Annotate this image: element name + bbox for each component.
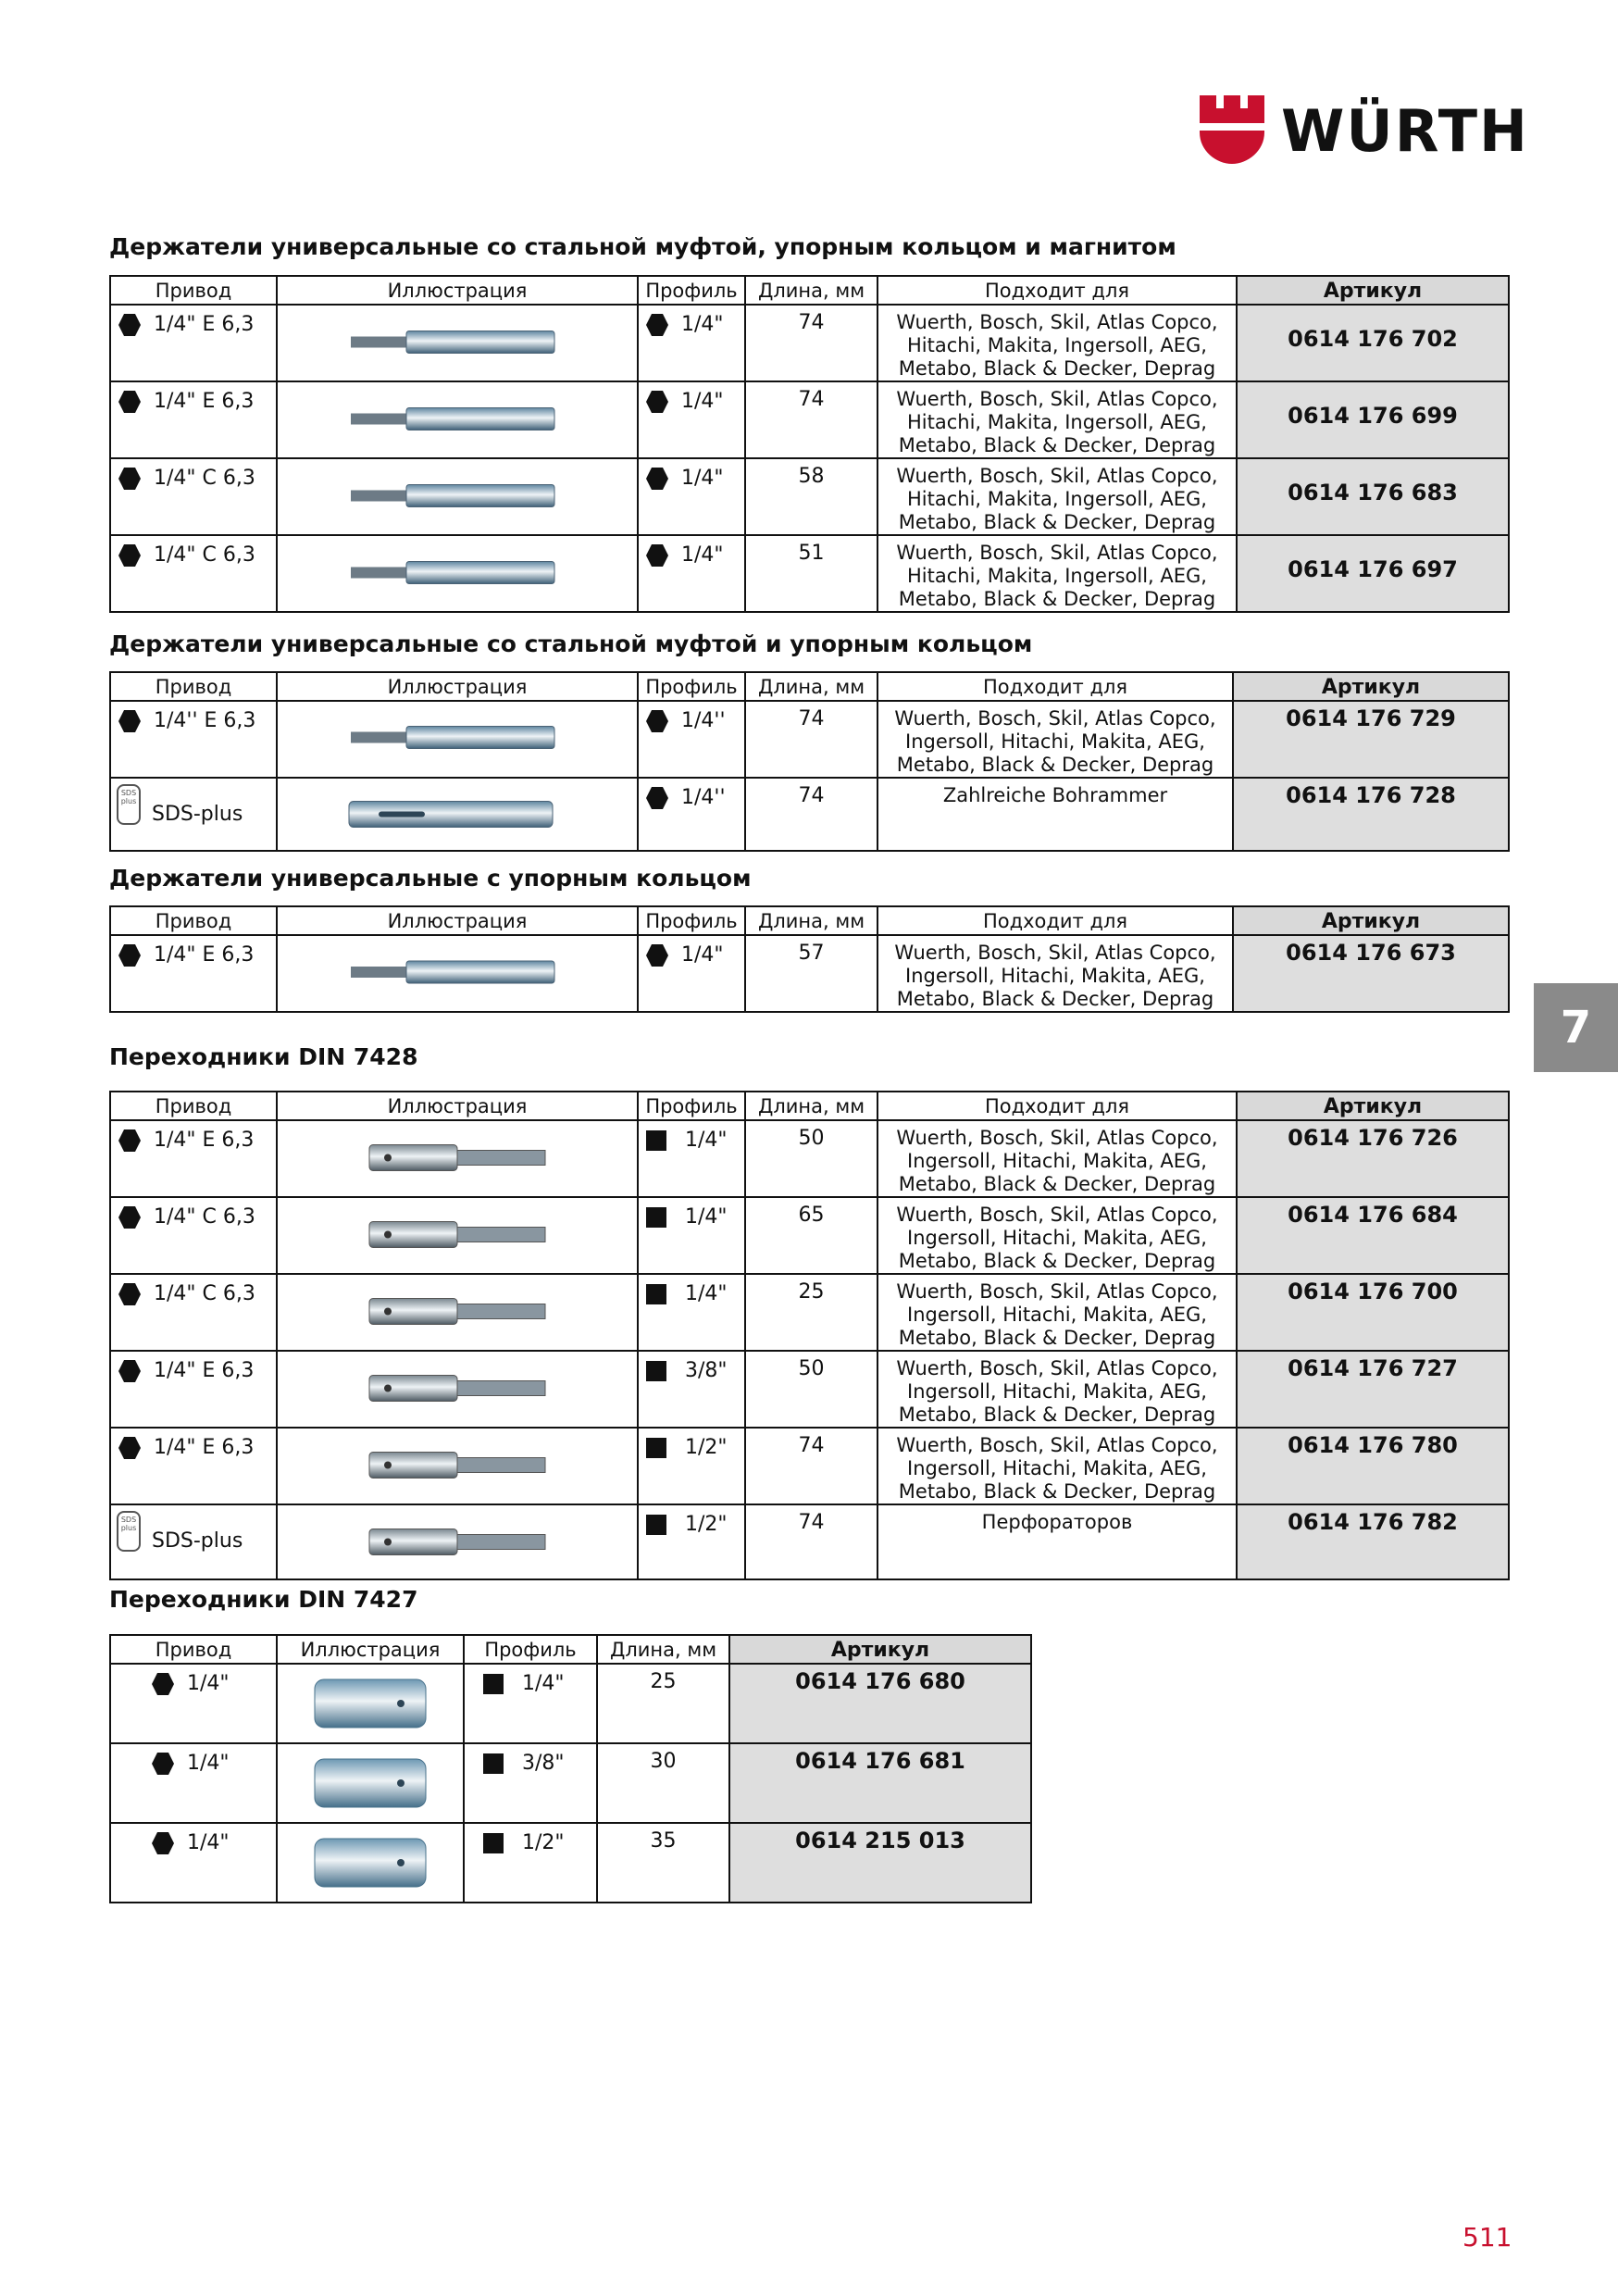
table-row [110,458,1509,535]
profile-label: 1/2" [685,1513,728,1536]
drive-label: 1/4" E 6,3 [154,1436,255,1459]
table-row [110,1351,1509,1428]
profile-cell [639,1121,744,1152]
length-cell: 57 [745,935,877,1012]
drive-label: 1/4" E 6,3 [154,1129,255,1152]
fits-line: Wuerth, Bosch, Skil, Atlas Copco, [896,311,1218,333]
article-number[interactable]: 0614 176 727 [1237,1351,1509,1428]
profile-cell [639,536,744,567]
profile-label: 1/4" [681,313,724,336]
fits-line: Hitachi, Makita, Ingersoll, AEG, [907,488,1207,510]
profile-label: 3/8" [685,1359,728,1382]
article-number[interactable]: 0614 176 673 [1233,935,1509,1012]
article-number[interactable]: 0614 176 683 [1237,458,1509,535]
profile-cell [639,1505,744,1536]
drive-label: 1/4" E 6,3 [154,390,255,413]
profile-label: 1/4" [685,1129,728,1152]
tool-illustration [301,1666,440,1741]
table-row [110,1197,1509,1274]
profile-label: 1/4'' [681,709,726,732]
hex-drive-icon [118,468,141,490]
table-row [110,1274,1509,1351]
section-title: Держатели универсальные со стальной муфтой, упорным кольцом и магнитом [109,233,1176,260]
fits-cell [877,535,1237,612]
hex-drive-icon [118,391,141,413]
table-row [110,1504,1509,1579]
length-cell: 30 [597,1743,729,1823]
table-row [110,305,1509,381]
fits-line: Zahlreiche Bohrammer [942,784,1168,806]
fits-line: Wuerth, Bosch, Skil, Atlas Copco, [896,542,1218,564]
tool-illustration [342,464,573,528]
tool-illustration [342,1279,573,1343]
hex-profile-icon [646,468,668,490]
col-header-drive: Привод [110,276,277,305]
profile-cell [639,936,744,967]
product-table [109,275,1510,613]
profile-label: 1/4" [522,1672,565,1695]
length-cell: 50 [745,1351,877,1428]
col-header-illustration: Иллюстрация [277,1635,464,1664]
length-cell: 74 [745,778,877,851]
hex-profile-icon [646,314,668,336]
fits-line: Metabo, Black & Decker, Deprag [898,434,1216,456]
col-header-profile: Профиль [638,1092,745,1120]
hex-drive-icon [118,544,141,567]
tool-illustration [342,310,573,374]
fits-line: Wuerth, Bosch, Skil, Atlas Copco, [896,1204,1218,1226]
hex-drive-icon [118,710,141,732]
col-header-drive: Привод [110,1092,277,1120]
chapter-tab[interactable]: 7 [1534,983,1618,1072]
length-cell: 35 [597,1823,729,1903]
profile-label: 1/2" [685,1436,728,1459]
drive-label: 1/4'' E 6,3 [154,709,256,732]
hex-drive-icon [118,1206,141,1229]
product-table [109,1091,1510,1580]
tool-illustration [342,387,573,451]
table-row [110,1743,1031,1823]
table-row [110,701,1509,778]
fits-cell [877,701,1233,778]
fits-line: Metabo, Black & Decker, Deprag [898,588,1216,610]
square-profile-icon [646,1284,666,1304]
square-profile-icon [646,1438,666,1458]
tool-illustration [342,1356,573,1420]
fits-line: Ingersoll, Hitachi, Makita, AEG, [907,1457,1207,1479]
fits-cell [877,1504,1237,1579]
hex-drive-icon [118,1129,141,1152]
wurth-logo [1200,95,1529,169]
fits-line: Wuerth, Bosch, Skil, Atlas Copco, [896,388,1218,410]
tool-illustration [301,1746,440,1820]
col-header-illustration: Иллюстрация [277,1092,638,1120]
square-profile-icon [483,1753,504,1774]
length-cell: 74 [745,1504,877,1579]
tool-illustration [342,706,573,768]
drive-label: 1/4" E 6,3 [154,943,255,967]
col-header-length: Длина, мм [745,1092,877,1120]
length-cell: 25 [745,1274,877,1351]
fits-line: Hitachi, Makita, Ingersoll, AEG, [907,565,1207,587]
product-table [109,1634,1032,1903]
sds-plus-icon: SDS plus [117,784,141,825]
col-header-drive: Привод [110,906,277,935]
tool-illustration [342,941,573,1004]
col-header-illustration: Иллюстрация [277,906,638,935]
col-header-drive: Привод [110,1635,277,1664]
length-cell: 58 [745,458,877,535]
hex-profile-icon [646,944,668,967]
sds-plus-icon: SDS plus [117,1511,141,1552]
tool-illustration [301,1826,440,1900]
col-header-fits: Подходит для [877,906,1233,935]
drive-label: 1/4" C 6,3 [154,1205,255,1229]
article-number[interactable]: 0614 176 726 [1237,1120,1509,1197]
square-profile-icon [483,1674,504,1694]
profile-cell [639,702,744,732]
col-header-article: Артикул [1233,906,1509,935]
col-header-article: Артикул [1237,276,1509,305]
fits-line: Ingersoll, Hitachi, Makita, AEG, [907,1227,1207,1249]
article-number[interactable]: 0614 176 702 [1237,305,1509,381]
profile-cell [639,382,744,413]
drive-cell [111,1665,276,1695]
fits-line: Wuerth, Bosch, Skil, Atlas Copco, [896,1280,1218,1303]
profile-cell [639,306,744,336]
fits-cell [877,1274,1237,1351]
fits-line: Wuerth, Bosch, Skil, Atlas Copco, [896,465,1218,487]
article-number[interactable]: 0614 176 680 [729,1664,1031,1743]
profile-label: 1/4'' [681,786,726,809]
col-header-fits: Подходит для [877,276,1237,305]
profile-cell [639,1275,744,1305]
fits-cell [877,305,1237,381]
hex-profile-icon [646,544,668,567]
profile-cell [465,1824,596,1854]
hex-drive-icon [118,1360,141,1382]
length-cell: 74 [745,305,877,381]
drive-cell [111,936,276,967]
product-table [109,671,1510,852]
square-profile-icon [483,1833,504,1853]
product-table [109,905,1510,1013]
section-title: Переходники DIN 7428 [109,1043,418,1070]
profile-label: 1/4" [681,390,724,413]
profile-label: 1/4" [685,1282,728,1305]
square-profile-icon [646,1130,666,1151]
table-row [110,1120,1509,1197]
table-row [110,381,1509,458]
profile-cell [639,779,744,809]
drive-cell [111,1824,276,1854]
col-header-illustration: Иллюстрация [277,672,638,701]
fits-cell [877,1120,1237,1197]
col-header-profile: Профиль [638,276,745,305]
hex-profile-icon [646,391,668,413]
col-header-article: Артикул [1233,672,1509,701]
fits-cell [877,458,1237,535]
col-header-profile: Профиль [638,906,745,935]
brand-name: WÜRTH [1281,97,1529,165]
hex-drive-icon [118,1437,141,1459]
col-header-length: Длина, мм [745,276,877,305]
length-cell: 51 [745,535,877,612]
table-row [110,1428,1509,1504]
section-title: Держатели универсальные со стальной муфтой и упорным кольцом [109,630,1033,657]
col-header-fits: Подходит для [877,1092,1237,1120]
fits-line: Metabo, Black & Decker, Deprag [898,1327,1216,1349]
profile-label: 1/4" [681,943,724,967]
col-header-illustration: Иллюстрация [277,276,638,305]
profile-cell [465,1665,596,1695]
length-cell: 74 [745,381,877,458]
fits-line: Metabo, Black & Decker, Deprag [898,1173,1216,1195]
col-header-profile: Профиль [638,672,745,701]
square-profile-icon [646,1207,666,1228]
fits-line: Wuerth, Bosch, Skil, Atlas Copco, [896,1434,1218,1456]
length-cell: 74 [745,1428,877,1504]
fits-line: Ingersoll, Hitachi, Makita, AEG, [907,1150,1207,1172]
drive-label: 1/4" [187,1672,230,1695]
drive-cell [111,1198,276,1229]
drive-cell [111,306,276,336]
hex-drive-icon [118,944,141,967]
fits-line: Metabo, Black & Decker, Deprag [896,988,1214,1010]
square-profile-icon [646,1361,666,1381]
tool-illustration [342,1126,573,1190]
col-header-article: Артикул [729,1635,1031,1664]
hex-drive-icon [152,1832,174,1854]
fits-line: Metabo, Black & Decker, Deprag [898,357,1216,380]
fits-cell [877,381,1237,458]
drive-cell [111,536,276,567]
length-cell: 50 [745,1120,877,1197]
profile-cell [465,1744,596,1775]
tool-illustration [342,1510,573,1574]
fits-cell [877,1428,1237,1504]
profile-label: 1/4" [681,467,724,490]
fits-line: Ingersoll, Hitachi, Makita, AEG, [907,1304,1207,1326]
hex-profile-icon [646,710,668,732]
article-number[interactable]: 0614 176 782 [1237,1504,1509,1579]
drive-cell [111,702,276,732]
drive-cell [111,1275,276,1305]
page-number: 511 [1462,2222,1512,2252]
hex-profile-icon [646,787,668,809]
fits-line: Hitachi, Makita, Ingersoll, AEG, [907,334,1207,356]
profile-label: 3/8" [522,1752,565,1775]
col-header-length: Длина, мм [597,1635,729,1664]
col-header-fits: Подходит для [877,672,1233,701]
col-header-length: Длина, мм [745,906,877,935]
col-header-length: Длина, мм [745,672,877,701]
article-number[interactable]: 0614 176 780 [1237,1428,1509,1504]
length-cell: 65 [745,1197,877,1274]
fits-line: Wuerth, Bosch, Skil, Atlas Copco, [894,707,1216,730]
profile-label: 1/2" [522,1831,565,1854]
fits-cell [877,778,1233,851]
article-number[interactable]: 0614 176 681 [729,1743,1031,1823]
article-number[interactable]: 0614 176 699 [1237,381,1509,458]
tool-illustration [342,541,573,605]
drive-cell [111,1352,276,1382]
profile-label: 1/4" [685,1205,728,1229]
article-number[interactable]: 0614 176 697 [1237,535,1509,612]
fits-line: Hitachi, Makita, Ingersoll, AEG, [907,411,1207,433]
drive-cell [111,1429,276,1459]
drive-cell [111,1744,276,1775]
col-header-article: Артикул [1237,1092,1509,1120]
profile-cell [639,1352,744,1382]
square-profile-icon [646,1515,666,1535]
fits-cell [877,1351,1237,1428]
length-cell: 74 [745,701,877,778]
profile-cell [639,1198,744,1229]
hex-drive-icon [152,1753,174,1775]
table-row [110,1664,1031,1743]
tool-illustration [342,1203,573,1267]
drive-label: 1/4" C 6,3 [154,543,255,567]
fits-line: Ingersoll, Hitachi, Makita, AEG, [905,730,1205,753]
profile-cell [639,1429,744,1459]
fits-line: Wuerth, Bosch, Skil, Atlas Copco, [896,1127,1218,1149]
drive-cell [111,459,276,490]
tool-illustration [342,1433,573,1497]
article-number[interactable]: 0614 215 013 [729,1823,1031,1903]
table-row [110,935,1509,1012]
fits-line: Wuerth, Bosch, Skil, Atlas Copco, [896,1357,1218,1379]
section-title: Переходники DIN 7427 [109,1586,418,1613]
col-header-drive: Привод [110,672,277,701]
profile-label: 1/4" [681,543,724,567]
profile-cell [639,459,744,490]
fits-line: Перфораторов [981,1511,1133,1533]
drive-label: 1/4" E 6,3 [154,1359,255,1382]
length-cell: 25 [597,1664,729,1743]
fits-line: Wuerth, Bosch, Skil, Atlas Copco, [894,942,1216,964]
fits-line: Metabo, Black & Decker, Deprag [898,1404,1216,1426]
fits-line: Metabo, Black & Decker, Deprag [896,754,1214,776]
col-header-profile: Профиль [464,1635,597,1664]
drive-cell [111,1121,276,1152]
drive-label: SDS-plus [152,1529,243,1553]
drive-label: 1/4" C 6,3 [154,1282,255,1305]
article-number[interactable]: 0614 176 728 [1233,778,1509,851]
drive-label: 1/4" E 6,3 [154,313,255,336]
fits-line: Ingersoll, Hitachi, Makita, AEG, [907,1380,1207,1403]
drive-label: SDS-plus [152,803,243,826]
table-row [110,1823,1031,1903]
wurth-logo-mark-icon [1200,95,1264,164]
drive-label: 1/4" C 6,3 [154,467,255,490]
table-row [110,778,1509,851]
fits-line: Ingersoll, Hitachi, Makita, AEG, [905,965,1205,987]
fits-line: Metabo, Black & Decker, Deprag [898,1250,1216,1272]
hex-drive-icon [118,314,141,336]
fits-cell [877,1197,1237,1274]
drive-label: 1/4" [187,1752,230,1775]
drive-cell [111,382,276,413]
fits-line: Metabo, Black & Decker, Deprag [898,511,1216,533]
hex-drive-icon [152,1673,174,1695]
article-number[interactable]: 0614 176 684 [1237,1197,1509,1274]
table-row [110,535,1509,612]
article-number[interactable]: 0614 176 700 [1237,1274,1509,1351]
article-number[interactable]: 0614 176 729 [1233,701,1509,778]
section-title: Держатели универсальные с упорным кольцом [109,865,752,892]
hex-drive-icon [118,1283,141,1305]
fits-line: Metabo, Black & Decker, Deprag [898,1480,1216,1503]
tool-illustration [342,783,573,845]
drive-label: 1/4" [187,1831,230,1854]
fits-cell [877,935,1233,1012]
